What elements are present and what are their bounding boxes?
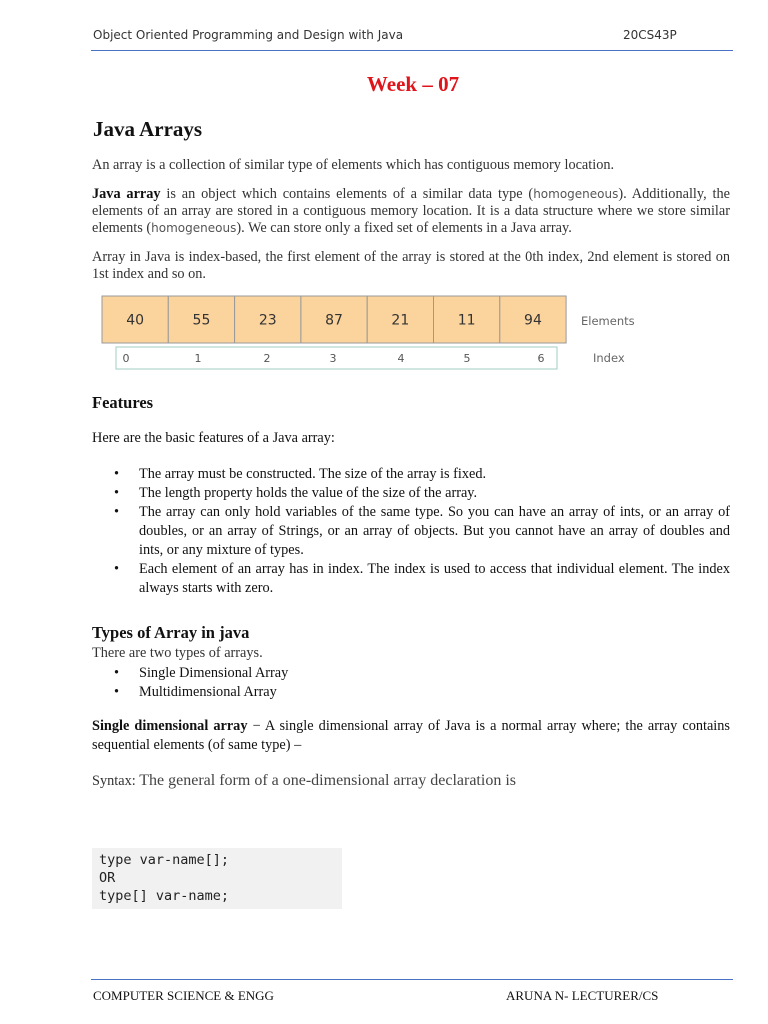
java-array-text-2: ). Additionally, the elements of an array are stored in a contiguous memory location. It is a data structure where we store similar elements (	[92, 186, 730, 236]
types-heading: Types of Array in java	[92, 623, 250, 642]
array-index-value: 3	[329, 352, 337, 365]
single-dimensional-term: Single dimensional array	[92, 718, 248, 734]
array-index-value: 2	[263, 352, 271, 365]
single-dimensional-paragraph	[92, 717, 730, 755]
intro-paragraph: An array is a collection of similar type of elements which has contiguous memory location.	[92, 157, 615, 173]
array-element-value: 94	[524, 312, 542, 329]
footer-department: COMPUTER SCIENCE & ENGG	[93, 988, 274, 1003]
array-index-value: 6	[537, 352, 545, 365]
types-intro: There are two types of arrays.	[92, 645, 263, 661]
index-label: Index	[593, 351, 625, 365]
list-item: • Single Dimensional Array	[92, 664, 592, 683]
features-heading: Features	[92, 393, 154, 412]
array-index-value: 1	[194, 352, 202, 365]
code-block	[92, 848, 342, 909]
syntax-line	[92, 772, 516, 790]
homogeneous-term-2: homogeneous	[151, 221, 237, 235]
list-item: • The length property holds the value of the size of the array.	[92, 484, 730, 503]
features-list	[92, 465, 730, 598]
index-based-paragraph: Array in Java is index-based, the first element of the array is stored at the 0th index, 2nd element is stored on 1st index and so on.	[92, 249, 730, 282]
elements-label: Elements	[581, 314, 635, 328]
list-item: • Each element of an array has in index. The index is used to access that individual element. The index always starts with zero.	[92, 560, 730, 598]
java-array-paragraph	[92, 186, 730, 237]
single-dimensional-text: − A single dimensional array of Java is a normal array where; the array contains sequential elements (of same type) –	[92, 718, 730, 753]
code-line: type var-name[];	[99, 852, 230, 868]
footer-author: ARUNA N- LECTURER/CS	[506, 988, 659, 1003]
code-line: type[] var-name;	[99, 888, 230, 904]
array-element-value: 23	[258, 312, 277, 329]
array-element-value: 55	[192, 312, 211, 329]
java-array-text-1: is an object which contains elements of a similar data type (	[160, 186, 534, 202]
syntax-label: Syntax:	[92, 773, 140, 789]
features-intro: Here are the basic features of a Java array:	[92, 430, 335, 446]
page-title: Java Arrays	[93, 117, 203, 141]
array-index-value: 5	[463, 352, 471, 365]
list-item: • The array can only hold variables of the same type. So you can have an array of ints, or an array of doubles, or an array of Strings, or an array of objects. But you cannot have an array of doubles and ints, or any mixture of types.	[92, 503, 730, 560]
homogeneous-term-1: homogeneous	[533, 187, 619, 201]
code-line: OR	[99, 870, 116, 886]
header-rule	[91, 50, 733, 51]
list-item: • The array must be constructed. The size of the array is fixed.	[92, 465, 730, 484]
syntax-text: The general form of a one-dimensional array declaration is	[139, 772, 516, 789]
list-item: • Multidimensional Array	[92, 683, 592, 702]
java-array-text-3: ). We can store only a fixed set of elements in a Java array.	[236, 220, 572, 236]
types-list	[92, 664, 592, 702]
footer-rule	[91, 979, 733, 980]
header-course-code: 20CS43P	[623, 28, 677, 42]
week-title: Week – 07	[366, 72, 460, 96]
array-element-value: 40	[126, 312, 145, 329]
array-diagram	[99, 293, 659, 373]
array-index-value: 0	[122, 352, 130, 365]
index-row-box	[116, 347, 557, 369]
array-index-value: 4	[397, 352, 405, 365]
array-element-value: 11	[457, 312, 476, 329]
array-element-value: 87	[325, 312, 343, 329]
array-element-value: 21	[391, 312, 410, 329]
header-course: Object Oriented Programming and Design with Java	[93, 28, 404, 42]
java-array-term: Java array	[92, 186, 161, 202]
